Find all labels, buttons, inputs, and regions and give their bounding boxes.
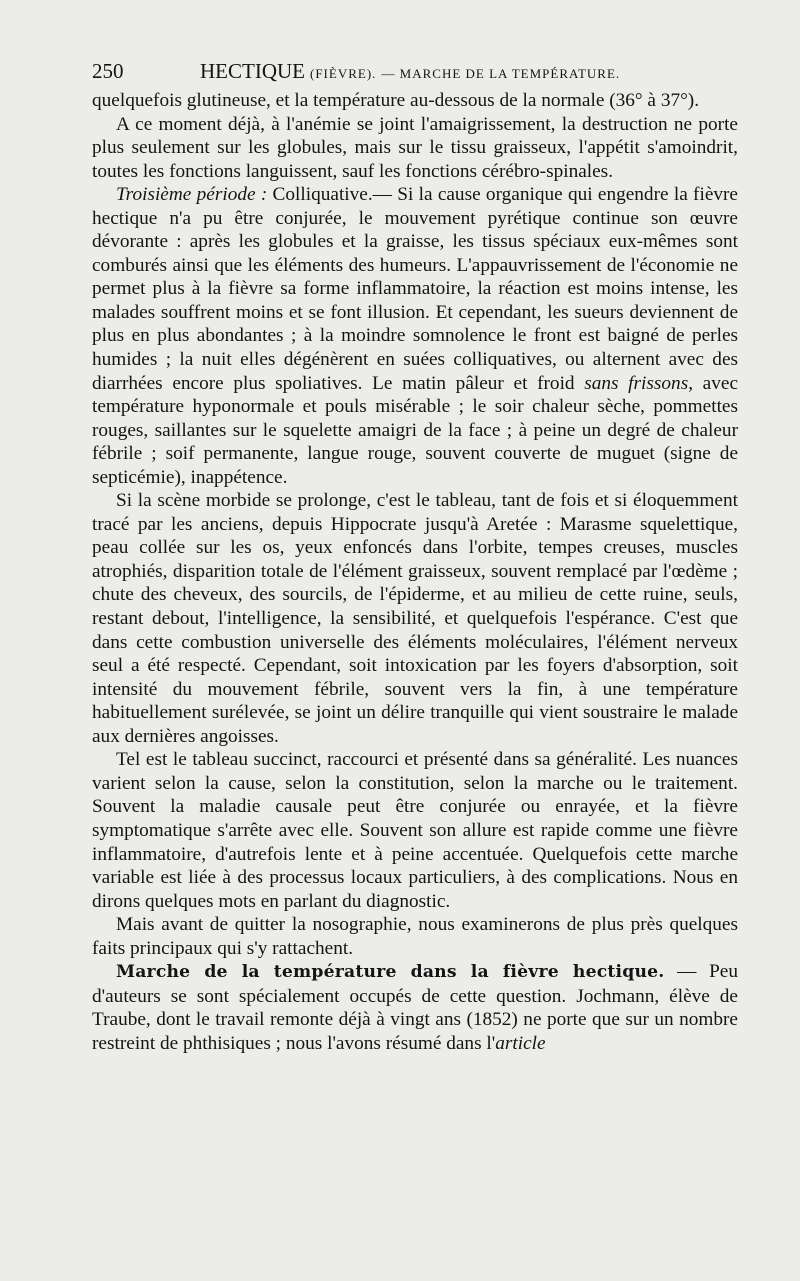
page-number: 250 [92, 59, 124, 83]
paragraph-marasme: Si la scène morbide se prolonge, c'est le tableau, tant de fois et si éloquemment tracé par les anciens, depuis Hippocrate jusqu'à Aretée : Marasme squelettique, peau collée sur les os, yeux enfoncés dans l'orbite, tempes creuses, muscles atrophiés, disparition totale de l'élément graisseux, souvent remplacé par l'œdème ; chute des cheveux, des sourcils, de l'épiderme, et au milieu de cette ruine, seuls, restant debout, l'intelligence, la sensibilité, et quelquefois l'espérance. C'est que dans cette combustion universelle des éléments moléculaires, l'élément nerveux seul a été respecté. Cependant, soit intoxication par les foyers d'absorption, soit intensité du mouvement fébrile, souvent vers la fin, à une température habituellement surélevée, se joint un délire tranquille qui vient soustraire le malade aux dernières angoisses. [92, 490, 738, 747]
text-body [92, 89, 738, 1055]
paragraph-nosographie: Mais avant de quitter la nosographie, nous examinerons de plus près quelques faits principaux qui s'y rattachent. [92, 914, 738, 959]
paragraph-tableau: Tel est le tableau succinct, raccourci et présenté dans sa généralité. Les nuances varient selon la cause, selon la constitution, selon la marche ou le traitement. Souvent la maladie causale peut être conjurée ou enrayée, et la fièvre symptomatique s'arrête avec elle. Souvent son allure est rapide comme une fièvre inflammatoire, d'autrefois lente et à peine accentuée. Quelquefois cette marche variable est liée à des processus locaux particuliers, à des complications. Nous en dirons quelques mots en parlant du diagnostic. [92, 749, 738, 912]
paragraph-amaigrissement: A ce moment déjà, à l'anémie se joint l'amaigrissement, la destruction ne porte plus seulement sur les globules, mais sur le tissu graisseux, l'appétit s'amoindrit, toutes les fonctions languissent, sauf les fonctions cérébro-spinales. [92, 113, 738, 182]
paragraph-continuation: quelquefois glutineuse, et la température au-dessous de la normale (36° à 37°). [92, 90, 700, 111]
running-title-main: HECTIQUE [200, 59, 305, 83]
emphasis-text: sans frissons [584, 372, 689, 394]
paragraph-text: — Peu d'auteurs se sont spécialement occupés de cette question. Jochmann, élève de Traube, dont le travail remonte déjà à vingt ans (1852) ne porte que sur un nombre restreint de phthisiques ; nous l'avons résumé dans l' [92, 961, 739, 1054]
paragraph-text: , avec température hyponormale et pouls misérable ; le soir chaleur sèche, pommettes rouges, saillantes sur le squelette amaigri de la face ; à peine un degré de chaleur fébrile ; soif permanente, langue rouge, souvent couverte de muguet (signe de septicémie), inappétence. [92, 372, 738, 488]
running-title-paren: (FIÈVRE). [309, 66, 377, 81]
page-header [92, 58, 738, 84]
paragraph-marche-temperature [92, 960, 738, 1055]
paragraph-troisieme-periode [92, 183, 738, 489]
emphasis-text: article [495, 1032, 546, 1054]
running-title [200, 58, 620, 87]
running-title-section: — MARCHE DE LA TEMPÉRATURE. [381, 66, 621, 81]
paragraph-text: Colliquative.— Si la cause organique qui engendre la fièvre hectique n'a pu être conjurée, le mouvement pyrétique continue son œuvre dévorante : après les globules et la graisse, les tissus spéciaux eux-mêmes sont comburés ainsi que les éléments des humeurs. L'appauvrissement de l'économie ne permet plus à la fièvre sa forme inflammatoire, la réaction est moins intense, les malades souffrent moins et se font illusion. Et cependant, les sueurs deviennent de plus en plus abondantes ; à la moindre somnolence le front est baigné de perles humides ; la nuit elles dégénèrent en suées colliquatives, ou alternent avec des diarrhées encore plus spoliatives. Le matin pâleur et froid [92, 184, 738, 394]
period-label: Troisième période : [116, 184, 268, 206]
section-heading: Marche de la température dans la fièvre hectique. [116, 962, 665, 983]
